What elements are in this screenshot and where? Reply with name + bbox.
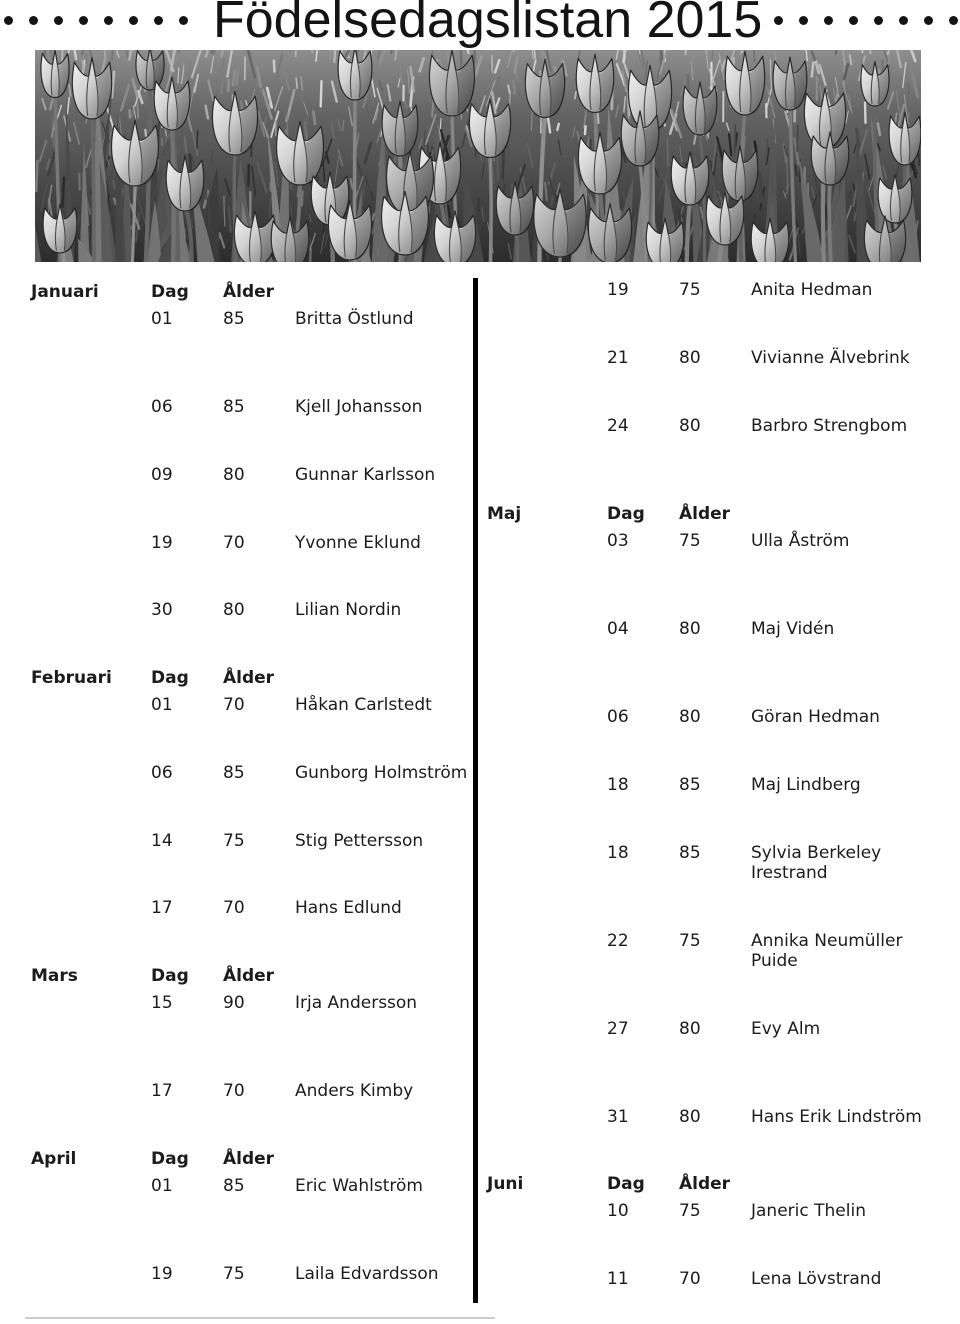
person-name: Barbro Strengbom <box>751 416 908 436</box>
age: 80 <box>223 600 245 620</box>
age: 85 <box>223 763 245 783</box>
birthday-row <box>456 280 960 300</box>
age: 90 <box>223 993 245 1013</box>
birthday-row <box>456 348 960 368</box>
title-dots-left <box>4 16 188 25</box>
decorative-dot <box>824 16 833 25</box>
day: 06 <box>151 397 173 417</box>
person-name: Maj Lindberg <box>751 775 861 795</box>
birthday-row <box>456 843 960 883</box>
person-name: Yvonne Eklund <box>295 533 421 553</box>
month-name: Maj <box>487 504 522 524</box>
day: 22 <box>607 931 629 951</box>
birthday-row <box>0 533 475 553</box>
birthday-row <box>456 416 960 436</box>
decorative-dot <box>774 16 783 25</box>
age: 75 <box>679 1201 701 1221</box>
day-column-header: Dag <box>151 668 189 688</box>
day: 17 <box>151 898 173 918</box>
birthday-row <box>456 931 960 971</box>
age-column-header: Ålder <box>223 966 275 986</box>
month-header-row <box>456 1174 960 1194</box>
age-column-header: Ålder <box>679 504 731 524</box>
decorative-dot <box>54 16 63 25</box>
month-name: Februari <box>31 668 112 688</box>
birthday-row <box>456 1019 960 1039</box>
person-name: Hans Erik Lindström <box>751 1107 922 1127</box>
person-name: Kjell Johansson <box>295 397 423 417</box>
day: 09 <box>151 465 173 485</box>
person-name: Janeric Thelin <box>751 1201 866 1221</box>
birthday-row <box>0 309 475 329</box>
birthday-row <box>456 619 960 639</box>
decorative-dot <box>79 16 88 25</box>
birthday-row <box>0 695 475 715</box>
person-name: Anders Kimby <box>295 1081 414 1101</box>
birthday-row <box>0 397 475 417</box>
person-name: Stig Pettersson <box>295 831 424 851</box>
birthday-row <box>0 1081 475 1101</box>
age: 85 <box>223 309 245 329</box>
person-name: Anita Hedman <box>751 280 873 300</box>
age-column-header: Ålder <box>223 282 275 302</box>
page-title: Födelsedagslistan 2015 <box>213 0 763 49</box>
decorative-dot <box>104 16 113 25</box>
person-name: Britta Östlund <box>295 309 414 329</box>
day: 18 <box>607 775 629 795</box>
person-name: Lilian Nordin <box>295 600 402 620</box>
day: 19 <box>607 280 629 300</box>
tulip <box>338 50 372 100</box>
age: 75 <box>679 280 701 300</box>
person-name: Håkan Carlstedt <box>295 695 432 715</box>
birthday-row <box>456 775 960 795</box>
person-name: Maj Vidén <box>751 619 835 639</box>
age-column-header: Ålder <box>679 1174 731 1194</box>
day-column-header: Dag <box>151 282 189 302</box>
decorative-dot <box>154 16 163 25</box>
day: 03 <box>607 531 629 551</box>
age: 80 <box>679 1019 701 1039</box>
decorative-dot <box>874 16 883 25</box>
day: 06 <box>607 707 629 727</box>
month-name: Januari <box>31 282 99 302</box>
age: 80 <box>679 416 701 436</box>
age: 80 <box>679 707 701 727</box>
decorative-dot <box>29 16 38 25</box>
decorative-dot <box>4 16 13 25</box>
age: 80 <box>679 619 701 639</box>
day-column-header: Dag <box>607 504 645 524</box>
day: 19 <box>151 533 173 553</box>
month-name: Juni <box>487 1174 524 1194</box>
decorative-dot <box>924 16 933 25</box>
person-name: Göran Hedman <box>751 707 880 727</box>
age: 85 <box>223 397 245 417</box>
person-name: Evy Alm <box>751 1019 821 1039</box>
day: 17 <box>151 1081 173 1101</box>
day: 15 <box>151 993 173 1013</box>
person-name: Laila Edvardsson <box>295 1264 439 1284</box>
month-header-row <box>0 1149 475 1169</box>
day: 01 <box>151 695 173 715</box>
age: 70 <box>223 1081 245 1101</box>
title-dots-right <box>774 16 958 25</box>
age: 70 <box>223 695 245 715</box>
day: 24 <box>607 416 629 436</box>
age: 70 <box>223 898 245 918</box>
decorative-dot <box>949 16 958 25</box>
age: 85 <box>679 843 701 863</box>
day: 19 <box>151 1264 173 1284</box>
age: 75 <box>679 931 701 951</box>
decorative-dot <box>899 16 908 25</box>
person-name: Lena Lövstrand <box>751 1269 882 1289</box>
birthday-row <box>0 1176 475 1196</box>
day: 01 <box>151 309 173 329</box>
person-name: Gunnar Karlsson <box>295 465 436 485</box>
age-column-header: Ålder <box>223 668 275 688</box>
birthday-row <box>456 707 960 727</box>
month-name: Mars <box>31 966 78 986</box>
person-name: Gunborg Holmström <box>295 763 468 783</box>
age: 75 <box>223 831 245 851</box>
birthday-row <box>0 993 475 1013</box>
day: 11 <box>607 1269 629 1289</box>
birthday-row <box>456 531 960 551</box>
day: 31 <box>607 1107 629 1127</box>
decorative-dot <box>179 16 188 25</box>
day: 18 <box>607 843 629 863</box>
age: 85 <box>679 775 701 795</box>
birthday-row <box>456 1269 960 1289</box>
month-header-row <box>0 282 475 302</box>
day: 06 <box>151 763 173 783</box>
month-name: April <box>31 1149 77 1169</box>
person-name: Irja Andersson <box>295 993 418 1013</box>
person-name: Annika Neumüller Puide <box>751 931 903 971</box>
age: 80 <box>223 465 245 485</box>
age-column-header: Ålder <box>223 1149 275 1169</box>
age: 70 <box>679 1269 701 1289</box>
age: 70 <box>223 533 245 553</box>
age: 85 <box>223 1176 245 1196</box>
day-column-header: Dag <box>151 966 189 986</box>
day-column-header: Dag <box>151 1149 189 1169</box>
month-header-row <box>0 966 475 986</box>
birthday-row <box>0 1264 475 1284</box>
birthday-row <box>0 831 475 851</box>
age: 75 <box>679 531 701 551</box>
tulip <box>136 50 164 90</box>
bottom-rule <box>25 1317 495 1319</box>
age: 75 <box>223 1264 245 1284</box>
person-name: Eric Wahlström <box>295 1176 423 1196</box>
day: 10 <box>607 1201 629 1221</box>
birthday-row <box>0 763 475 783</box>
age: 80 <box>679 1107 701 1127</box>
decorative-dot <box>129 16 138 25</box>
month-header-row <box>0 668 475 688</box>
person-name: Vivianne Älvebrink <box>751 348 910 368</box>
birthday-row <box>0 465 475 485</box>
decorative-dot <box>799 16 808 25</box>
birthday-row <box>0 600 475 620</box>
day: 21 <box>607 348 629 368</box>
person-name: Ulla Åström <box>751 531 850 551</box>
month-header-row <box>456 504 960 524</box>
birthday-row <box>456 1107 960 1127</box>
decorative-dot <box>849 16 858 25</box>
birthday-row <box>456 1201 960 1221</box>
day: 30 <box>151 600 173 620</box>
day-column-header: Dag <box>607 1174 645 1194</box>
day: 14 <box>151 831 173 851</box>
person-name: Sylvia Berkeley Irestrand <box>751 843 882 883</box>
day: 01 <box>151 1176 173 1196</box>
day: 27 <box>607 1019 629 1039</box>
person-name: Hans Edlund <box>295 898 402 918</box>
tulip-field-photo <box>35 50 921 262</box>
birthday-row <box>0 898 475 918</box>
day: 04 <box>607 619 629 639</box>
age: 80 <box>679 348 701 368</box>
